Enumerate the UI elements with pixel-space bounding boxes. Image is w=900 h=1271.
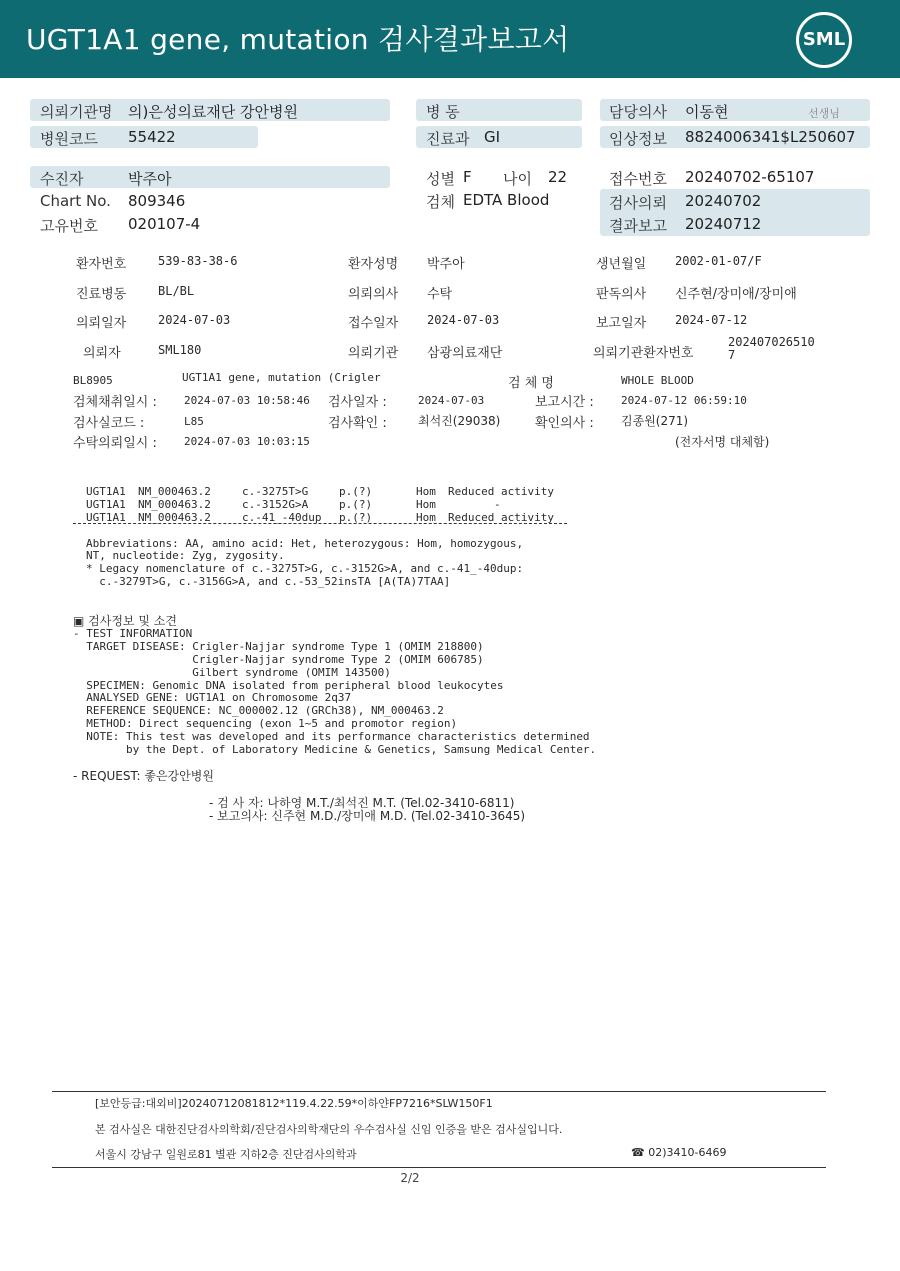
doctor-label: 담당의사: [609, 103, 667, 121]
scan-value: SML180: [158, 343, 202, 357]
unique-label: 고유번호: [40, 217, 98, 235]
receipt-label: 접수번호: [609, 170, 667, 188]
nt-cell: c.-3152G>A: [242, 498, 309, 511]
abbrev-line: Abbreviations: AA, amino acid: Het, heterozygous: Hom, homozygous,: [86, 537, 524, 550]
scan-label: 생년월일: [596, 257, 647, 272]
aa-cell: p.(?): [339, 511, 373, 524]
abbrev-line: c.-3279T>G, c.-3156G>A, and c.-53_52insTA [A(TA)7TAA]: [86, 575, 451, 588]
table-divider: [73, 523, 567, 524]
req-org-label: 의뢰기관명: [40, 103, 113, 121]
receipt-value: 20240702-65107: [685, 168, 815, 186]
security-line: [보안등급:대외비]20240712081812*119.4.22.59*이하얀FP7216*SLW150F1: [95, 1097, 493, 1110]
confdoc-label: 확인의사 :: [535, 416, 594, 431]
info-line: Crigler-Najjar syndrome Type 2 (OMIM 606785): [73, 653, 484, 666]
footer-bottom-rule: [52, 1167, 826, 1168]
testdate-value: 2024-07-03: [418, 394, 485, 407]
scan-label: 판독의사: [596, 287, 647, 302]
report-title: UGT1A1 gene, mutation 검사결과보고서: [26, 23, 570, 56]
scan-label: 의뢰일자: [76, 316, 127, 331]
scan-value: 삼광의료재단: [427, 346, 503, 361]
hosp-code-value: 55422: [128, 128, 176, 146]
tester-line: - 검 사 자: 나하영 M.T./최석진 M.T. (Tel.02-3410-6811): [209, 796, 515, 810]
clinical-label: 임상정보: [609, 130, 667, 148]
scan-label: 보고일자: [596, 316, 647, 331]
scan-label: 의뢰기관: [348, 346, 399, 361]
test-code: BL8905: [73, 374, 113, 387]
patient-pill: [30, 166, 390, 188]
zyg-cell: Hom: [416, 498, 436, 511]
testdate-label: 검사일자 :: [328, 395, 387, 410]
scan-label: 환자성명: [348, 257, 399, 272]
req-org-value: 의)은성의료재단 강안병원: [128, 103, 299, 121]
gene-cell: UGT1A1: [86, 498, 126, 511]
consign-label: 수탁의뢰일시 :: [73, 436, 157, 451]
aa-cell: p.(?): [339, 485, 373, 498]
doctor-value: 이동현: [685, 103, 729, 121]
scan-label: 접수일자: [348, 316, 399, 331]
scan-label: 환자번호: [76, 257, 127, 272]
room-value: L85: [184, 415, 204, 428]
address-line: 서울시 강남구 일원로81 별관 지하2층 진단검사의학과: [95, 1148, 357, 1161]
chart-label: Chart No.: [40, 192, 111, 210]
result-value: 20240712: [685, 215, 762, 233]
scan-value: 539-83-38-6: [158, 254, 238, 268]
page-number: 2/2: [400, 1171, 420, 1185]
age-value: 22: [548, 168, 568, 186]
nt-cell: c.-41_-40dup: [242, 511, 322, 524]
effect-cell: -: [494, 498, 501, 511]
info-line: NOTE: This test was developed and its performance characteristics determined: [73, 730, 590, 743]
ref-cell: NM_000463.2: [138, 511, 211, 524]
cert-line: 본 검사실은 대한진단검사의학회/진단검사의학재단의 우수검사실 신임 인증을 받은 검사실입니다.: [95, 1123, 563, 1136]
abbrev-line: * Legacy nomenclature of c.-3275T>G, c.-3152G>A, and c.-41_-40dup:: [86, 562, 524, 575]
scan-value: 2024-07-03: [158, 313, 231, 327]
effect-cell: Reduced activity: [448, 485, 554, 498]
info-line: METHOD: Direct sequencing (exon 1~5 and promotor region): [73, 717, 458, 730]
scan-value: 신주현/장미애/장미애: [675, 287, 797, 302]
confirm-label: 검사확인 :: [328, 416, 387, 431]
scan-value: 7: [728, 348, 736, 362]
collect-value: 2024-07-03 10:58:46: [184, 394, 310, 407]
unique-value: 020107-4: [128, 215, 201, 233]
hosp-code-label: 병원코드: [40, 130, 98, 148]
ref-cell: NM_000463.2: [138, 485, 211, 498]
testreq-label: 검사의뢰: [609, 194, 667, 212]
request-line: - REQUEST: 좋은강안병원: [73, 769, 214, 783]
info-heading: ▣ 검사정보 및 소견: [73, 614, 177, 628]
result-label: 결과보고: [609, 217, 667, 235]
collect-label: 검체채취일시 :: [73, 395, 157, 410]
confdoc-value: 김종원(271): [621, 414, 689, 428]
scan-value: 박주아: [427, 257, 465, 272]
ward-label: 병 동: [426, 103, 460, 121]
ref-cell: NM_000463.2: [138, 498, 211, 511]
report-header: [0, 0, 900, 78]
scan-value: BL/BL: [158, 284, 195, 298]
scan-label: 의뢰기관환자번호: [593, 346, 694, 361]
scan-value: 2002-01-07/F: [675, 254, 762, 268]
zyg-cell: Hom: [416, 485, 436, 498]
specimen-name-label: 검 체 명: [508, 376, 554, 391]
reporter-line: - 보고의사: 신주현 M.D./장미애 M.D. (Tel.02-3410-3645): [209, 809, 526, 823]
effect-cell: Reduced activity: [448, 511, 554, 524]
sml-logo: [796, 12, 852, 68]
sex-value: F: [463, 168, 472, 186]
info-line: REFERENCE SEQUENCE: NC_000002.12 (GRCh38), NM_000463.2: [73, 704, 444, 717]
reporttime-value: 2024-07-12 06:59:10: [621, 394, 747, 407]
scan-value: 수탁: [427, 287, 453, 302]
info-line: TARGET DISEASE: Crigler-Najjar syndrome Type 1 (OMIM 218800): [73, 640, 484, 653]
esign-note: (전자서명 대체함): [675, 435, 770, 449]
specimen-label: 검체: [426, 193, 455, 211]
clinical-value: 8824006341$L250607: [685, 128, 856, 146]
info-line: by the Dept. of Laboratory Medicine & Genetics, Samsung Medical Center.: [73, 743, 597, 756]
chart-value: 809346: [128, 192, 186, 210]
dept-value: GI: [484, 128, 501, 146]
dept-label: 진료과: [426, 130, 470, 148]
phone-line: ☎ 02)3410-6469: [631, 1146, 727, 1159]
abbrev-line: NT, nucleotide: Zyg, zygosity.: [86, 549, 285, 562]
info-line: ANALYSED GENE: UGT1A1 on Chromosome 2q37: [73, 691, 352, 704]
confirm-value: 최석진(29038): [418, 414, 501, 428]
logo-text: SML: [802, 29, 846, 50]
sex-label: 성별: [426, 170, 455, 188]
info-line: - TEST INFORMATION: [73, 627, 193, 640]
room-label: 검사실코드 :: [73, 416, 145, 431]
aa-cell: p.(?): [339, 498, 373, 511]
scan-label: 의뢰의사: [348, 287, 399, 302]
reporttime-label: 보고시간 :: [535, 395, 594, 410]
test-name: UGT1A1 gene, mutation (Crigler: [182, 371, 381, 384]
scan-label: 진료병동: [76, 287, 127, 302]
info-line: Gilbert syndrome (OMIM 143500): [73, 666, 391, 679]
scan-value: 202407026510: [728, 335, 815, 349]
patient-label: 수진자: [40, 170, 84, 188]
zyg-cell: Hom: [416, 511, 436, 524]
gene-cell: UGT1A1: [86, 485, 126, 498]
testreq-value: 20240702: [685, 192, 762, 210]
gene-cell: UGT1A1: [86, 511, 126, 524]
scan-value: 2024-07-12: [675, 313, 748, 327]
consign-value: 2024-07-03 10:03:15: [184, 435, 310, 448]
age-label: 나이: [503, 170, 532, 188]
info-line: SPECIMEN: Genomic DNA isolated from peripheral blood leukocytes: [73, 679, 504, 692]
nt-cell: c.-3275T>G: [242, 485, 309, 498]
scan-label: 의뢰자: [83, 346, 121, 361]
scan-value: 2024-07-03: [427, 313, 500, 327]
specimen-name-value: WHOLE BLOOD: [621, 374, 694, 387]
specimen-value: EDTA Blood: [463, 191, 550, 209]
patient-value: 박주아: [128, 170, 172, 188]
doctor-suffix: 선생님: [808, 107, 840, 120]
footer-top-rule: [52, 1091, 826, 1092]
